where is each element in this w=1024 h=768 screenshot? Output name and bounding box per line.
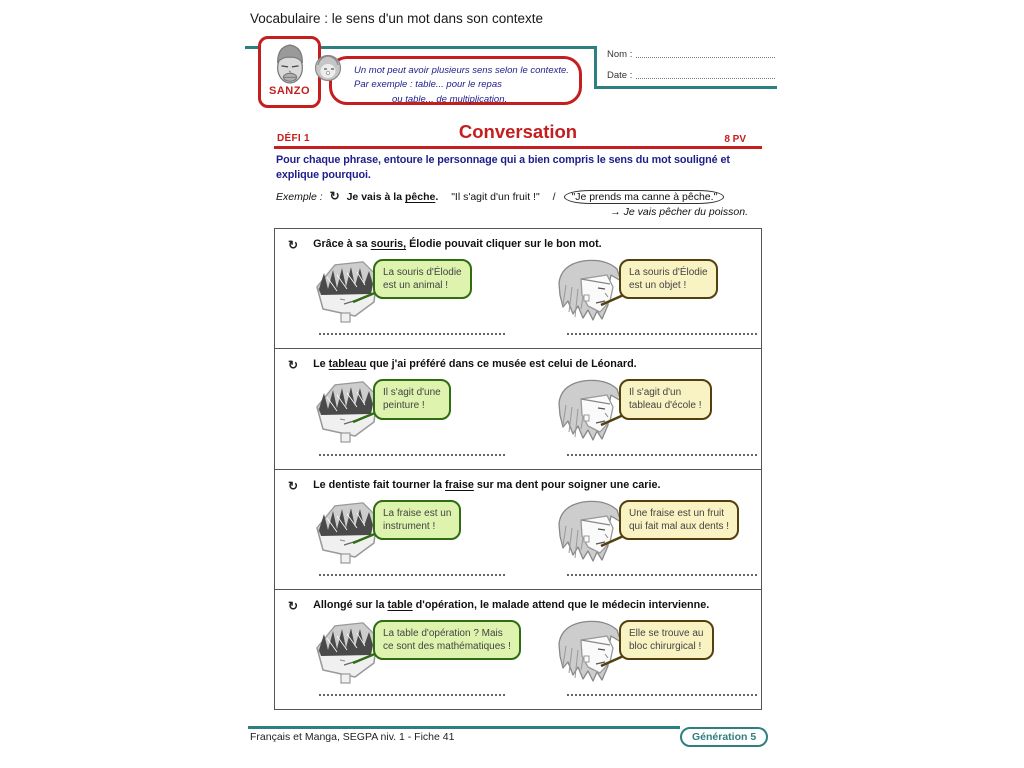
exercise-sentence: ↻ Le dentiste fait tourner la fraise sur ma dent pour soigner une carie.: [288, 478, 661, 493]
answer-line-left[interactable]: [319, 694, 505, 696]
manga-girl-head-icon[interactable]: [553, 618, 629, 688]
exercise-box: [274, 228, 762, 710]
speech-bubble-right: Une fraise est un fruit qui fait mal aux dents !: [619, 500, 739, 540]
answer-line-right[interactable]: [567, 694, 757, 696]
bullet-arrow-icon: ↻: [288, 238, 299, 252]
speech-bubble-left: La table d'opération ? Mais ce sont des mathématiques !: [373, 620, 521, 660]
manga-girl-head-icon[interactable]: [553, 377, 629, 447]
manga-boy-head-icon[interactable]: [307, 498, 383, 564]
answer-line-left[interactable]: [319, 454, 505, 456]
character-left[interactable]: [307, 377, 451, 443]
challenge-title: Conversation: [458, 121, 578, 142]
example-separator: /: [552, 191, 556, 203]
answer-line-right[interactable]: [567, 454, 757, 456]
speech-bubble-right: Elle se trouve au bloc chirurgical !: [619, 620, 714, 660]
date-label: Date :: [607, 70, 633, 81]
intro-line: Un mot peut avoir plusieurs sens selon le contexte.: [354, 65, 569, 76]
underlined-word: tableau: [328, 358, 367, 371]
instructions: [276, 153, 730, 182]
manga-boy-head-icon[interactable]: [307, 377, 383, 443]
name-date-block: [594, 46, 777, 89]
example-label: Exemple :: [276, 191, 323, 203]
name-label: Nom :: [607, 49, 633, 60]
instructions-line: Pour chaque phrase, entoure le personnage qui a bien compris le sens du mot souligné et: [276, 154, 730, 166]
answer-line-right[interactable]: [567, 333, 757, 335]
footer-rule: [248, 726, 680, 729]
speech-bubble-left: La fraise est un instrument !: [373, 500, 461, 540]
example-option-2-circled: "Je prends ma canne à pêche.": [564, 190, 724, 204]
answer-line-left[interactable]: [319, 333, 505, 335]
character-right[interactable]: [553, 257, 718, 327]
name-field[interactable]: [636, 57, 775, 58]
example-option-1: "Il s'agit d'un fruit !": [451, 191, 540, 203]
page-title: Vocabulaire : le sens d'un mot dans son contexte: [250, 11, 544, 26]
exercise-sentence: ↻ Le tableau que j'ai préféré dans ce musée est celui de Léonard.: [288, 358, 637, 373]
defi-label: DÉFI 1: [277, 133, 310, 144]
manga-boy-head-icon[interactable]: [307, 257, 383, 323]
bullet-arrow-icon: ↻: [288, 358, 299, 373]
points-label: 8 PV: [724, 134, 746, 145]
manga-girl-head-icon[interactable]: [553, 498, 629, 568]
manga-boy-head-icon[interactable]: [307, 618, 383, 684]
exercise-row: [275, 229, 761, 348]
intro-line: Par exemple : table... pour le repas: [354, 79, 502, 91]
instructions-line: explique pourquoi.: [276, 168, 371, 181]
exercise-sentence: ↻ Grâce à sa souris, Élodie pouvait cliquer sur le bon mot.: [288, 238, 602, 252]
example-block: [276, 189, 762, 218]
bullet-arrow-icon: ↻: [288, 478, 299, 493]
exercise-row: [275, 589, 761, 709]
exercise-sentence: ↻ Allongé sur la table d'opération, le malade attend que le médecin intervienne.: [288, 598, 710, 613]
answer-line-left[interactable]: [319, 574, 505, 576]
bullet-arrow-icon: ↻: [329, 189, 340, 203]
character-right[interactable]: [553, 377, 712, 447]
example-underlined-word: pêche: [404, 191, 436, 203]
publisher-badge: Génération 5: [680, 727, 768, 747]
mascot-name: SANZO: [269, 85, 310, 97]
speech-bubble-right: Il s'agit d'un tableau d'école !: [619, 379, 712, 419]
character-right[interactable]: [553, 498, 739, 568]
speech-bubble-left: Il s'agit d'une peinture !: [373, 379, 451, 419]
character-right[interactable]: [553, 618, 714, 688]
underlined-word: souris,: [370, 238, 407, 250]
bullet-arrow-icon: ↻: [288, 598, 299, 613]
challenge-rule: [274, 146, 762, 149]
sanzo-mascot-icon: [271, 41, 309, 87]
example-sentence-post: .: [435, 191, 439, 203]
character-left[interactable]: [307, 498, 461, 564]
character-left[interactable]: [307, 618, 521, 684]
exercise-row: [275, 469, 761, 589]
example-sentence-pre: Je vais à la: [346, 191, 405, 203]
answer-line-right[interactable]: [567, 574, 757, 576]
intro-line: ou table... de multiplication.: [392, 93, 508, 105]
manga-girl-head-icon[interactable]: [553, 257, 629, 327]
character-left[interactable]: [307, 257, 472, 323]
speech-bubble-left: La souris d'Élodie est un animal !: [373, 259, 472, 299]
exercise-row: [275, 348, 761, 468]
intro-speech-bubble: [329, 56, 582, 105]
underlined-word: fraise: [445, 478, 474, 491]
mascot-card: [258, 36, 321, 108]
underlined-word: table: [387, 598, 413, 611]
footer-source: Français et Manga, SEGPA niv. 1 - Fiche 41: [250, 731, 455, 743]
speech-bubble-right: La souris d'Élodie est un objet !: [619, 259, 718, 299]
date-field[interactable]: [636, 78, 775, 79]
mini-head-icon: [314, 53, 342, 83]
example-answer: → Je vais pêcher du poisson.: [610, 206, 748, 218]
